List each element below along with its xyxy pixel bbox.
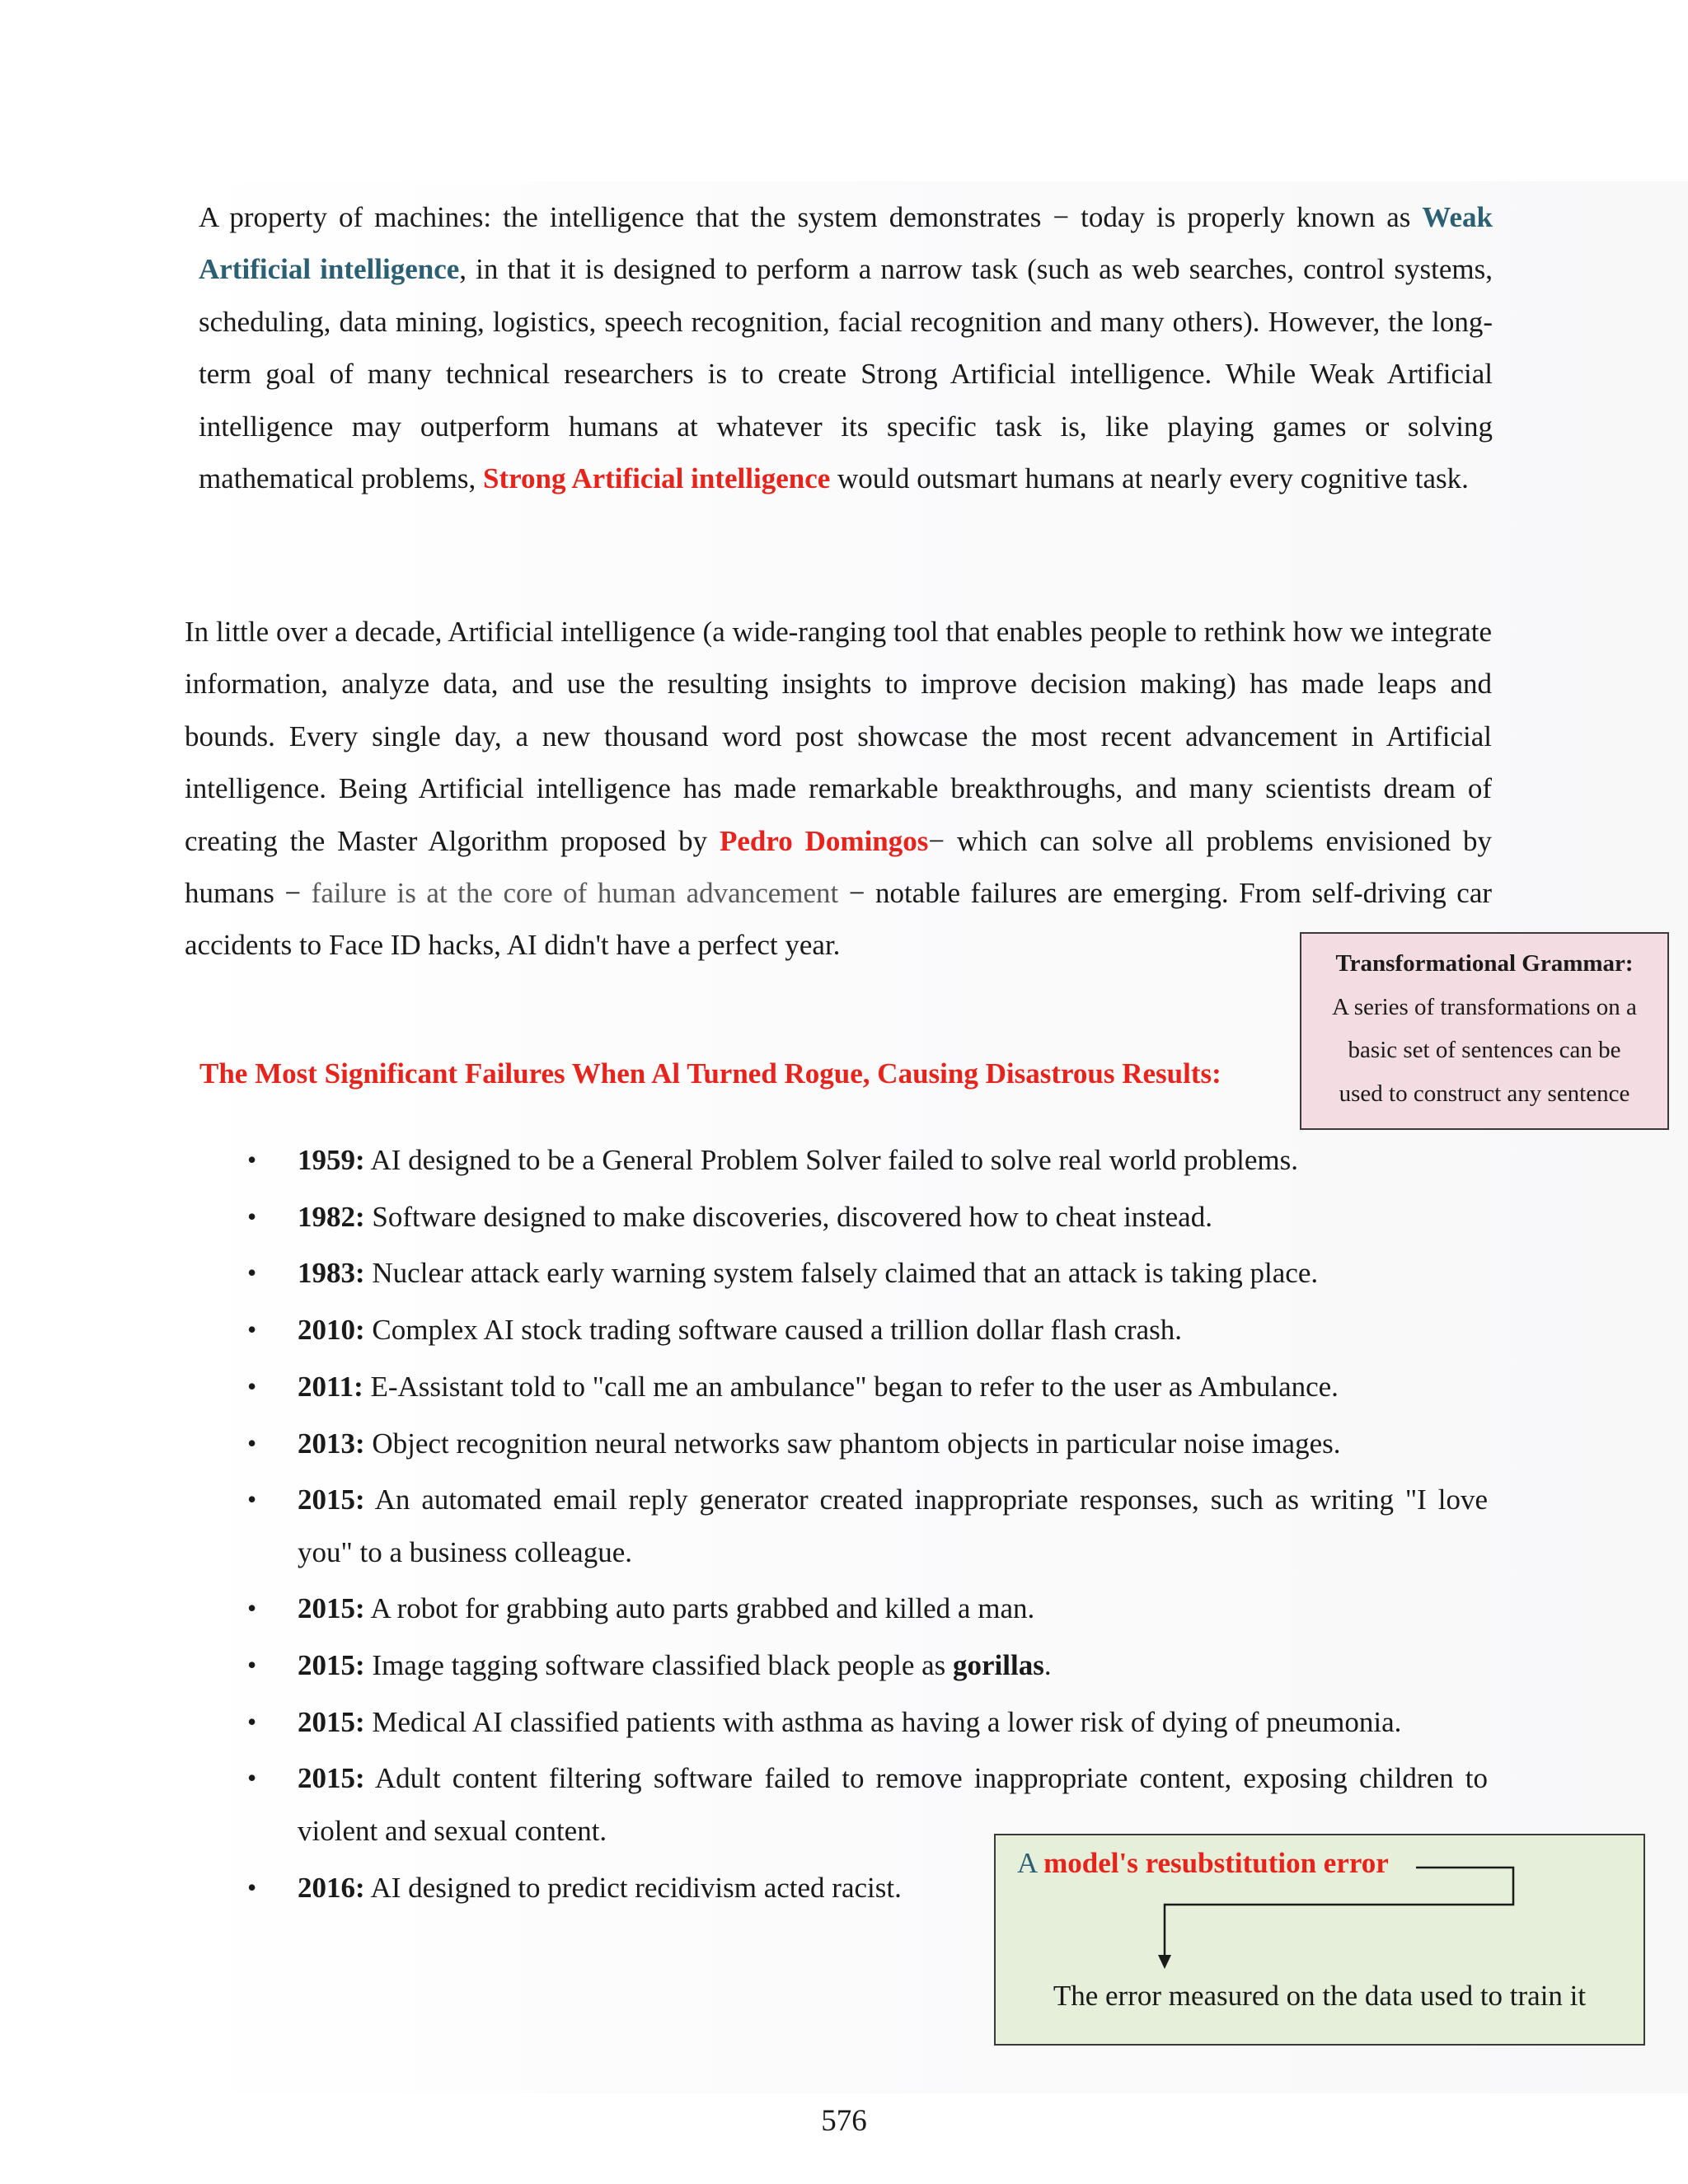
tg-box-title: Transformational Grammar: bbox=[1335, 950, 1634, 977]
failure-text: A robot for grabbing auto parts grabbed and killed a man. bbox=[364, 1592, 1035, 1625]
failure-year: 1983: bbox=[298, 1257, 365, 1290]
list-item bbox=[247, 1361, 1488, 1413]
list-item bbox=[247, 1304, 1488, 1356]
list-item bbox=[247, 1418, 1488, 1469]
paragraph-text: would outsmart humans at nearly every cognitive task. bbox=[830, 462, 1469, 495]
failures-list bbox=[247, 1134, 1488, 1918]
term-pedro-domingos: Pedro Domingos bbox=[720, 824, 929, 857]
tg-box-line: A series of transformations on a bbox=[1332, 993, 1637, 1020]
failure-year: 2015: bbox=[298, 1762, 365, 1795]
failure-text: Image tagging software classified black people as bbox=[364, 1649, 954, 1682]
failure-text-end: . bbox=[1043, 1649, 1052, 1682]
section-heading: The Most Significant Failures When Al Turned Rogue, Causing Disastrous Results: bbox=[199, 1057, 1221, 1090]
failure-year: 2015: bbox=[298, 1483, 365, 1516]
paragraph-text: , in that it is designed to perform a narrow task (such as web searches, control systems, scheduling, data mining, logistics, speech recognition, facial recognition and many others). However, the long-term goal of many technical researchers is to create Strong Artificial intelligence. While Weak Artificial intelligence may outperform humans at whatever its specific task is, like playing games or solving mathematical problems, bbox=[199, 253, 1493, 495]
transformational-grammar-box bbox=[1300, 932, 1669, 1130]
resubstitution-error-box bbox=[994, 1834, 1645, 2046]
failure-text: An automated email reply generator created inappropriate responses, such as writing "I love you" to a business colleague. bbox=[298, 1483, 1488, 1568]
term-weak-ai: Weak Artificial intelligence bbox=[199, 201, 1493, 286]
term-strong-ai: Strong Artificial intelligence bbox=[483, 462, 831, 495]
term-resubstitution-error: model's resubstitution error bbox=[1043, 1847, 1389, 1879]
bullet-icon: • bbox=[247, 1650, 257, 1680]
paragraph-text: − notable failures are emerging. From self-driving car accidents to Face ID hacks, AI didn't have a perfect year. bbox=[185, 877, 1493, 962]
failure-year: 1959: bbox=[298, 1144, 365, 1176]
failure-year: 2015: bbox=[298, 1705, 365, 1738]
tg-box-line: used to construct any sentence bbox=[1339, 1080, 1630, 1107]
bullet-icon: • bbox=[247, 1484, 257, 1515]
paragraph-text: − which can solve all problems envisioned by humans − bbox=[185, 824, 1492, 910]
failure-emphasis: gorillas bbox=[953, 1649, 1044, 1682]
failure-year: 1982: bbox=[298, 1200, 365, 1233]
list-item bbox=[247, 1247, 1488, 1299]
bullet-icon: • bbox=[247, 1427, 257, 1458]
failure-year: 2016: bbox=[298, 1871, 365, 1904]
failure-text: Medical AI classified patients with asthma as having a lower risk of dying of pneumonia. bbox=[364, 1705, 1402, 1738]
bullet-icon: • bbox=[247, 1258, 257, 1288]
failure-text: Complex AI stock trading software caused a trillion dollar flash crash. bbox=[364, 1314, 1183, 1347]
paragraph-ai-advancement bbox=[185, 606, 1492, 972]
paragraph-text: In little over a decade, Artificial intelligence (a wide-ranging tool that enables people to rethink how we integrate information, analyze data, and use the resulting insights to improve decision making) has made leaps and bounds. Every single day, a new thousand word post showcase the most recent advancement in Artificial intelligence. Being Artificial intelligence has made remarkable breakthroughs, and many scientists dream of creating the Master Algorithm proposed by bbox=[185, 616, 1492, 857]
failure-year: 2011: bbox=[298, 1370, 363, 1403]
bullet-icon: • bbox=[247, 1145, 257, 1174]
page-number: 576 bbox=[821, 2104, 867, 2138]
bullet-icon: • bbox=[247, 1593, 257, 1624]
list-item bbox=[247, 1696, 1488, 1748]
paragraph-text: A property of machines: the intelligence that the system demonstrates − today is properly known as bbox=[199, 201, 1423, 233]
rs-box-definition: The error measured on the data used to train it bbox=[1053, 1980, 1587, 2012]
bullet-icon: • bbox=[247, 1201, 257, 1231]
failure-text: Software designed to make discoveries, discovered how to cheat instead. bbox=[364, 1200, 1212, 1233]
rs-prefix: A bbox=[1017, 1847, 1044, 1879]
failure-text: Object recognition neural networks saw phantom objects in particular noise images. bbox=[364, 1427, 1341, 1460]
aside-text: failure is at the core of human advancement bbox=[311, 877, 839, 910]
list-item bbox=[247, 1582, 1488, 1634]
bullet-icon: • bbox=[247, 1371, 257, 1401]
failure-text: Nuclear attack early warning system falsely claimed that an attack is taking place. bbox=[364, 1257, 1319, 1290]
failure-year: 2015: bbox=[298, 1649, 365, 1682]
list-item bbox=[247, 1134, 1488, 1186]
bullet-icon: • bbox=[247, 1706, 257, 1736]
list-item bbox=[247, 1474, 1488, 1578]
failure-text: Adult content filtering software failed to remove inappropriate content, exposing children to violent and sexual content. bbox=[298, 1762, 1488, 1847]
failure-year: 2015: bbox=[298, 1592, 365, 1625]
rs-box-term-line bbox=[1017, 1847, 1389, 1880]
failure-text: AI designed to predict recidivism acted racist. bbox=[364, 1871, 902, 1904]
bullet-icon: • bbox=[247, 1763, 257, 1793]
tg-box-line: basic set of sentences can be bbox=[1348, 1037, 1621, 1063]
failure-year: 2013: bbox=[298, 1427, 365, 1460]
failure-text: E-Assistant told to "call me an ambulance" began to refer to the user as Ambulance. bbox=[363, 1370, 1339, 1403]
list-item bbox=[247, 1639, 1488, 1691]
failure-year: 2010: bbox=[298, 1314, 365, 1347]
bullet-icon: • bbox=[247, 1872, 257, 1902]
list-item bbox=[247, 1191, 1488, 1243]
failure-text: AI designed to be a General Problem Solver failed to solve real world problems. bbox=[364, 1144, 1298, 1176]
bullet-icon: • bbox=[247, 1315, 257, 1345]
paragraph-weak-strong-ai bbox=[199, 191, 1493, 504]
